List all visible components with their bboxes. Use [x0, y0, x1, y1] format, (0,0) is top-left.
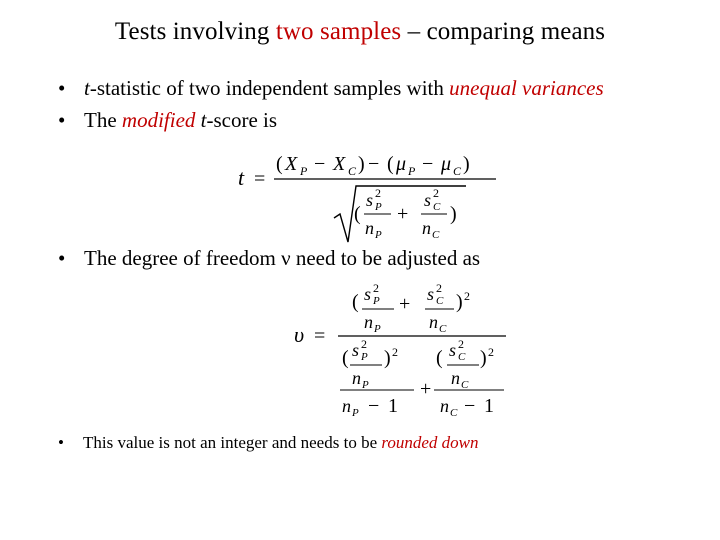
dfd-s-P: s — [352, 340, 360, 360]
den-s-P: s — [366, 190, 374, 210]
dfd-n-C-2-sub: C — [450, 407, 458, 419]
bullet-marker: • — [58, 433, 64, 452]
t-score-formula-svg — [234, 148, 534, 248]
den-s-C: s — [424, 190, 432, 210]
bullet-degree-of-freedom — [58, 246, 480, 271]
dfd-s-P-sup: 2 — [361, 337, 367, 351]
dfd-s-P-sub: P — [361, 351, 368, 363]
title-text-end: – comparing means — [401, 18, 606, 45]
formula-equals: = — [254, 168, 266, 190]
highlight-rounded-down: rounded down — [381, 433, 479, 452]
den-paren-close: ) — [450, 203, 457, 225]
num-X-P: X — [285, 153, 298, 175]
bullet-rounding-note — [58, 433, 479, 453]
t-symbol: t — [195, 108, 207, 132]
den-plus: + — [397, 203, 409, 225]
bullet-text: The degree of freedom — [84, 246, 282, 270]
den-s-P-sup: 2 — [375, 186, 381, 200]
dfd-paren-open-1: ( — [342, 347, 349, 369]
dfd-n-P-sub: P — [362, 379, 369, 391]
dfn-paren-open: ( — [352, 291, 359, 313]
dfd-minus-2: − — [464, 395, 476, 417]
num-paren-close-2: ) — [463, 153, 470, 175]
dfd-minus-1: − — [368, 395, 380, 417]
dfd-s-C-sup: 2 — [458, 337, 464, 351]
degrees-of-freedom-formula — [292, 280, 522, 427]
dfn-n-P-sub: P — [374, 323, 381, 335]
dfd-s-C: s — [449, 340, 457, 360]
den-s-P-sub: P — [375, 201, 382, 213]
dfd-one-1: 1 — [388, 395, 398, 417]
dfd-n-P-2: n — [342, 396, 351, 416]
formula-lhs-t: t — [238, 165, 245, 190]
bullet-text: -statistic of two independent samples with — [89, 76, 450, 100]
dfn-sup-2: 2 — [464, 289, 470, 303]
bullet-text: -score is — [206, 108, 278, 132]
t-score-formula — [234, 148, 534, 253]
bullet-marker: • — [58, 76, 66, 100]
num-X-C-sub: C — [348, 164, 357, 178]
dfd-s-C-sub: C — [458, 351, 466, 363]
dfd-plus: + — [420, 378, 432, 400]
t-symbol: t — [84, 76, 90, 100]
bullet-text: The — [84, 108, 122, 132]
dfn-n-C: n — [429, 312, 438, 332]
dfd-n-C-2: n — [440, 396, 449, 416]
num-paren-close-1: ) — [358, 153, 365, 175]
dfd-paren-open-2: ( — [436, 347, 443, 369]
dfd-one-2: 1 — [484, 395, 494, 417]
dfn-s-P-sup: 2 — [373, 281, 379, 295]
num-X-P-sub: P — [300, 164, 308, 178]
bullet-text: need to be adjusted as — [290, 246, 481, 270]
bullet-text: This value is not an integer and needs to be — [83, 433, 382, 452]
den-n-P-sub: P — [375, 229, 382, 241]
num-mu-C: μ — [441, 153, 452, 175]
bullet-marker: • — [58, 108, 66, 132]
highlight-modified: modified — [121, 108, 196, 132]
bullet-modified-t-score — [58, 108, 277, 133]
num-paren-open: ( — [276, 153, 283, 175]
title-highlight: two samples — [275, 18, 402, 45]
title-text-start: Tests involving — [114, 18, 276, 45]
num-X-C: X — [333, 153, 346, 175]
den-paren-open: ( — [354, 203, 361, 225]
den-s-C-sub: C — [433, 201, 441, 213]
dfd-n-P: n — [352, 368, 361, 388]
num-mu-P: μ — [396, 153, 407, 175]
dfd-n-P-2-sub: P — [352, 407, 359, 419]
den-n-C-sub: C — [432, 229, 440, 241]
highlight-unequal-variances: unequal variances — [449, 76, 604, 100]
dfn-paren-close: ) — [456, 291, 463, 313]
dfn-plus: + — [399, 293, 411, 315]
dfd-sup-1: 2 — [392, 345, 398, 359]
bullet-t-statistic — [58, 76, 604, 101]
dfn-s-C-sub: C — [436, 295, 444, 307]
dfn-s-P-sub: P — [373, 295, 380, 307]
num-mu-P-sub: P — [408, 164, 416, 178]
dfn-s-P: s — [364, 284, 372, 304]
dfn-n-P: n — [364, 312, 373, 332]
dfd-paren-close-1: ) — [384, 347, 391, 369]
dfd-n-C: n — [451, 368, 460, 388]
dfn-s-C-sup: 2 — [436, 281, 442, 295]
dfn-n-C-sub: C — [439, 323, 447, 335]
dfd-sup-2: 2 — [488, 345, 494, 359]
df-formula-svg — [292, 280, 522, 422]
slide-title — [0, 18, 720, 46]
den-s-C-sup: 2 — [433, 186, 439, 200]
nu-symbol: ν — [281, 246, 291, 270]
num-mu-C-sub: C — [453, 164, 462, 178]
bullet-marker: • — [58, 246, 66, 270]
den-n-P: n — [365, 218, 374, 238]
dfn-s-C: s — [427, 284, 435, 304]
df-lhs-upsilon: υ — [294, 322, 305, 347]
dfd-n-C-sub: C — [461, 379, 469, 391]
num-minus-2: − — [368, 153, 380, 175]
num-minus-1: − — [314, 153, 326, 175]
den-n-C: n — [422, 218, 431, 238]
num-minus-3: − — [422, 153, 434, 175]
df-equals: = — [314, 325, 326, 347]
num-paren-open-2: ( — [387, 153, 394, 175]
dfd-paren-close-2: ) — [480, 347, 487, 369]
